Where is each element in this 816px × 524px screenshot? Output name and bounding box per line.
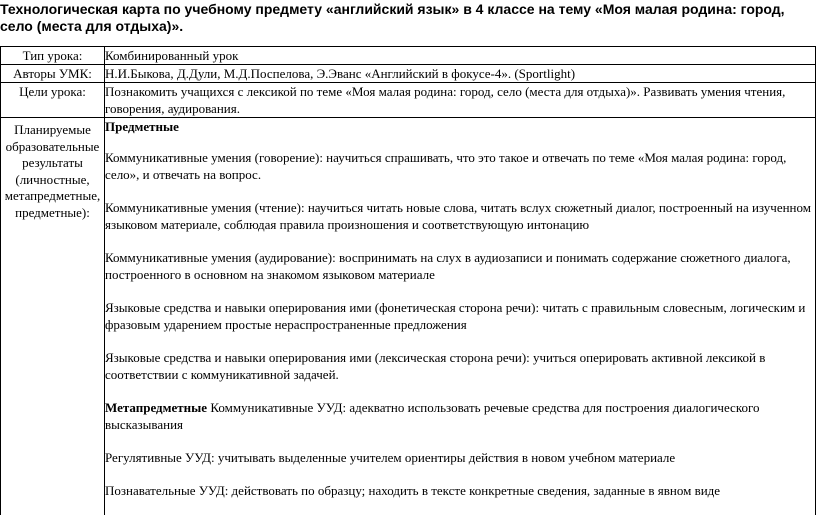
row-value-results (105, 118, 816, 516)
table-row (1, 65, 816, 83)
row-label-lesson-type: Тип урока: (1, 47, 105, 65)
table-row (1, 83, 816, 118)
meta-paragraph (105, 399, 815, 433)
meta-first-item: Коммуникативные УУД: адекватно использовать речевые средства для построения диалогического высказывания (105, 400, 760, 432)
row-label-goals: Цели урока: (1, 83, 105, 118)
row-value-authors: Н.И.Быкова, Д.Дули, М.Д.Поспелова, Э.Эванс «Английский в фокусе-4». (Sportlight) (105, 65, 816, 83)
document-title: Технологическая карта по учебному предмету «английский язык» в 4 классе на тему «Моя малая родина: город, село (места для отдыха)». (0, 1, 785, 34)
subject-item: Коммуникативные умения (чтение): научиться читать новые слова, читать вслух сюжетный диалог, построенный на изученном языковом материале, соблюдая правила произношения и соответствующую интонацию (105, 200, 811, 232)
table-row (1, 118, 816, 516)
subject-heading: Предметные (105, 119, 179, 134)
table-row (1, 47, 816, 65)
meta-item: Познавательные УУД: действовать по образцу; находить в тексте конкретные сведения, заданные в явном виде (105, 483, 721, 498)
row-value-lesson-type: Комбинированный урок (105, 47, 816, 65)
subject-item: Языковые средства и навыки оперирования ими (фонетическая сторона речи): читать с правильным словесным, логическим и фразовым ударением простые нераспространенные предложения (105, 300, 806, 332)
row-label-authors: Авторы УМК: (1, 65, 105, 83)
subject-item: Языковые средства и навыки оперирования ими (лексическая сторона речи): учиться оперировать активной лексикой в соответствии с коммуникативной задачей. (105, 350, 766, 382)
lesson-card-table (0, 46, 816, 515)
row-value-goals: Познакомить учащихся с лексикой по теме «Моя малая родина: город, село (места для отдыха)». Развивать умения чтения, говорения, аудирования. (105, 83, 816, 118)
meta-heading: Метапредметные (105, 400, 208, 415)
meta-item: Регулятивные УУД: учитывать выделенные учителем ориентиры действия в новом учебном материале (105, 450, 676, 465)
subject-item: Коммуникативные умения (говорение): научиться спрашивать, что это такое и отвечать по теме «Моя малая родина: город, село», и отвечать на вопрос. (105, 150, 787, 182)
row-label-results: Планируемые образовательные результаты (личностные, метапредметные, предметные): (1, 118, 105, 516)
subject-item: Коммуникативные умения (аудирование): воспринимать на слух в аудиозаписи и понимать содержание сюжетного диалога, построенного в основном на знакомом языковом материале (105, 250, 791, 282)
